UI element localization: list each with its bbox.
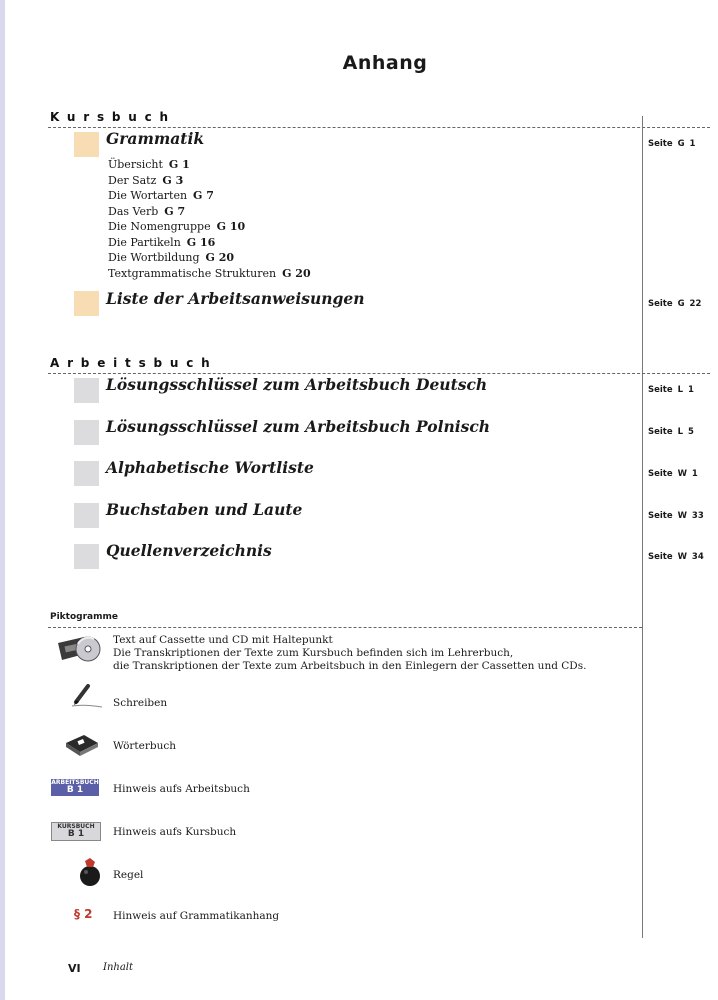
buchstaben-page-ref: Seite W 33 <box>648 511 704 521</box>
entry-marker <box>74 378 99 403</box>
page-section-name: Inhalt <box>103 962 134 973</box>
grammatik-marker <box>74 132 99 157</box>
entry-marker <box>74 420 99 445</box>
kursbuch-hinweis-label: Hinweis aufs Kursbuch <box>113 826 237 838</box>
grammatik-subitem[interactable]: Die Nomengruppe G 10 <box>108 220 246 233</box>
grammatik-subitem[interactable]: Die Partikeln G 16 <box>108 235 216 249</box>
entry-marker <box>74 544 99 569</box>
quellen-heading[interactable]: Quellenverzeichnis <box>106 541 272 560</box>
arbeitsbuch-divider <box>48 373 710 374</box>
loesung-polnisch-heading[interactable]: Lösungsschlüssel zum Arbeitsbuch Polnisch <box>106 417 491 436</box>
dictionary-icon <box>64 733 100 757</box>
piktogramme-divider <box>48 627 642 628</box>
liste-marker <box>74 291 99 316</box>
pen-icon <box>70 682 104 708</box>
grammatikanhang-label: Hinweis auf Grammatikanhang <box>113 910 280 922</box>
woerterbuch-label: Wörterbuch <box>113 740 176 752</box>
kursbuch-section-label: Kursbuch <box>50 110 176 124</box>
buchstaben-heading[interactable]: Buchstaben und Laute <box>106 500 303 519</box>
grammatik-subitem[interactable]: Übersicht G 1 <box>108 158 190 171</box>
regel-label: Regel <box>113 869 144 881</box>
grammatik-heading[interactable]: Grammatik <box>106 129 205 148</box>
grammatik-subitems <box>108 157 311 281</box>
schreiben-label: Schreiben <box>113 697 168 709</box>
entry-marker <box>74 503 99 528</box>
arbeitsbuch-hinweis-label: Hinweis aufs Arbeitsbuch <box>113 783 250 795</box>
loesung-polnisch-page-ref: Seite L 5 <box>648 427 694 437</box>
arbeitsbuch-badge-icon: ARBEITSBUCH B 1 <box>51 779 99 795</box>
entry-marker <box>74 461 99 486</box>
arbeitsbuch-section-label: Arbeitsbuch <box>50 356 218 370</box>
grammatik-page-ref: Seite G 1 <box>648 139 696 149</box>
wortliste-page-ref: Seite W 1 <box>648 469 698 479</box>
grammatik-subitem[interactable]: Die Wortarten G 7 <box>108 189 214 202</box>
grammatik-subitem[interactable]: Textgrammatische Strukturen G 20 <box>108 266 311 280</box>
quellen-page-ref: Seite W 34 <box>648 552 704 562</box>
grammatik-subitem[interactable]: Der Satz G 3 <box>108 173 184 187</box>
reference-column-divider <box>642 116 643 938</box>
cassette-cd-icon <box>56 633 102 663</box>
kursbuch-badge-icon: KURSBUCH B 1 <box>51 822 101 841</box>
grammatik-subitem[interactable]: Die Wortbildung G 20 <box>108 251 235 264</box>
paragraph-icon: § 2 <box>74 907 93 921</box>
loesung-deutsch-page-ref: Seite L 1 <box>648 385 694 395</box>
page-number: VI <box>68 962 81 975</box>
grammatik-subitem[interactable]: Das Verb G 7 <box>108 204 186 218</box>
page-spine-edge <box>0 0 5 1000</box>
piktogramme-title: Piktogramme <box>50 612 118 622</box>
wortliste-heading[interactable]: Alphabetische Wortliste <box>106 458 314 477</box>
kursbuch-divider <box>48 127 710 128</box>
loesung-deutsch-heading[interactable]: Lösungsschlüssel zum Arbeitsbuch Deutsch <box>106 375 488 394</box>
page-title: Anhang <box>342 52 428 74</box>
rule-bomb-icon <box>76 857 104 887</box>
liste-heading[interactable]: Liste der Arbeitsanweisungen <box>106 289 365 308</box>
liste-page-ref: Seite G 22 <box>648 299 702 309</box>
cassette-description: Text auf Cassette und CD mit Haltepunkt Die Transkriptionen der Texte zum Kursbuch befinden sich im Lehrerbuch, die Transkriptionen der Texte zum Arbeitsbuch in den Einlegern der Cassetten und CDs. <box>113 634 587 672</box>
